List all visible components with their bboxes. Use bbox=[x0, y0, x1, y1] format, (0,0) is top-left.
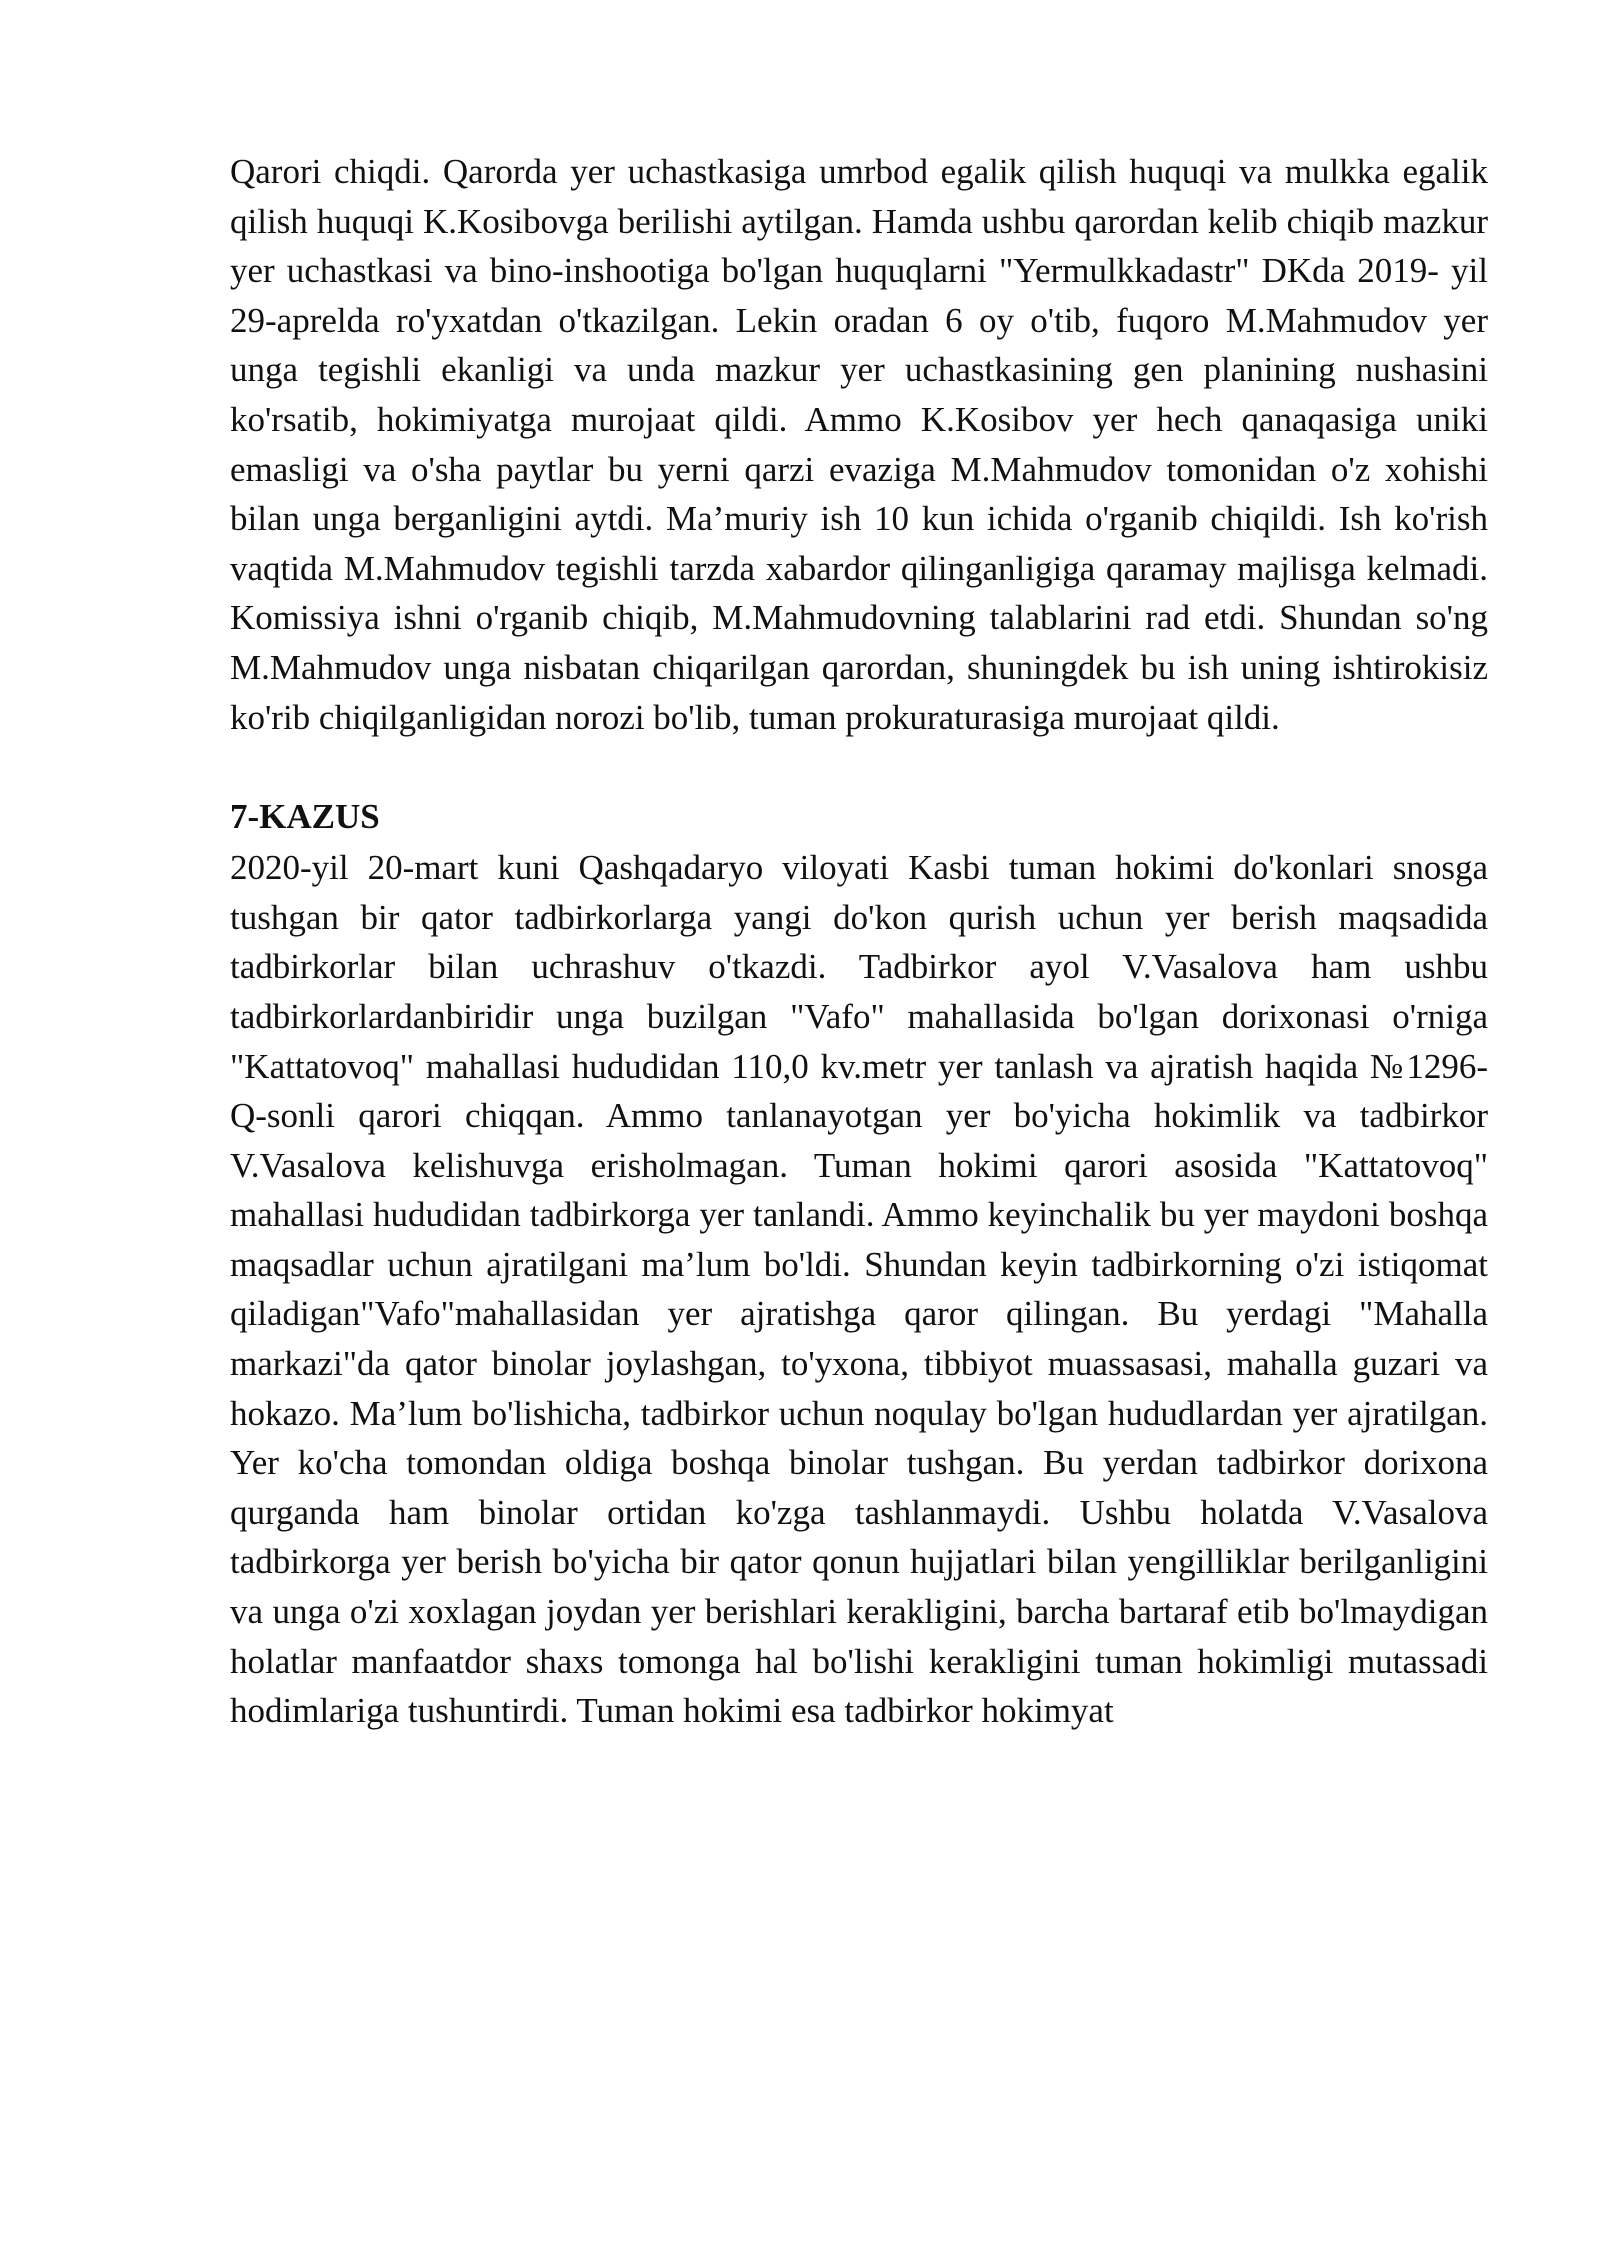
paragraph-spacer bbox=[230, 742, 1488, 791]
body-paragraph: 2020-yil 20-mart kuni Qashqadaryo viloyati Kasbi tuman hokimi do'konlari snosga tushgan bir qator tadbirkorlarga yangi do'kon qurish uchun yer berish maqsadida tadbirkorlar bilan uchrashuv o'tkazdi. Tadbirkor ayol V.Vasalova ham ushbu tadbirkorlardanbiridir unga buzilgan "Vafo" mahallasida bo'lgan dorixonasi o'rniga "Kattatovoq" mahallasi hududidan 110,0 kv.metr yer tanlash va ajratish haqida №1296-Q-sonli qarori chiqqan. Ammo tanlanayotgan yer bo'yicha hokimlik va tadbirkor V.Vasalova kelishuvga erisholmagan. Tuman hokimi qarori asosida "Kattatovoq" mahallasi hududidan tadbirkorga yer tanlandi. Ammo keyinchalik bu yer maydoni boshqa maqsadlar uchun ajratilgani ma’lum bo'ldi. Shundan keyin tadbirkorning o'zi istiqomat qiladigan"Vafo"mahallasidan yer ajratishga qaror qilingan. Bu yerdagi "Mahalla markazi"da qator binolar joylashgan, to'yxona, tibbiyot muassasasi, mahalla guzari va hokazo. Ma’lum bo'lishicha, tadbirkor uchun noqulay bo'lgan hududlardan yer ajratilgan. Yer ko'cha tomondan oldiga boshqa binolar tushgan. Bu yerdan tadbirkor dorixona qurganda ham binolar ortidan ko'zga tashlanmaydi. Ushbu holatda V.Vasalova tadbirkorga yer berish bo'yicha bir qator qonun hujjatlari bilan yengilliklar berilganligini va unga o'zi xoxlagan joydan yer berishlari kerakligini, barcha bartaraf etib bo'lmaydigan holatlar manfaatdor shaxs tomonga hal bo'lishi kerakligini tuman hokimligi mutassadi hodimlariga tushuntirdi. Tuman hokimi esa tadbirkor hokimyat bbox=[230, 848, 1488, 1731]
body-paragraph: Qarori chiqdi. Qarorda yer uchastkasiga umrbod egalik qilish huquqi va mulkka egalik qilish huquqi K.Kosibovga berilishi aytilgan. Hamda ushbu qarordan kelib chiqib mazkur yer uchastkasi va bino-inshootiga bo'lgan huquqlarni "Yermulkkadastr" DKda 2019- yil 29-aprelda ro'yxatdan o'tkazilgan. Lekin oradan 6 oy o'tib, fuqoro M.Mahmudov yer unga tegishli ekanligi va unda mazkur yer uchastkasining gen planining nushasini ko'rsatib, hokimiyatga murojaat qildi. Ammo K.Kosibov yer hech qanaqasiga uniki emasligi va o'sha paytlar bu yerni qarzi evaziga M.Mahmudov tomonidan o'z xohishi bilan unga berganligini aytdi. Ma’muriy ish 10 kun ichida o'rganib chiqildi. Ish ko'rish vaqtida M.Mahmudov tegishli tarzda xabardor qilinganligiga qaramay majlisga kelmadi. Komissiya ishni o'rganib chiqib, M.Mahmudovning talablarini rad etdi. Shundan so'ng M.Mahmudov unga nisbatan chiqarilgan qarordan, shuningdek bu ish uning ishtirokisiz ko'rib chiqilganligidan norozi bo'lib, tuman prokuraturasiga murojaat qildi. bbox=[230, 152, 1488, 737]
document-page bbox=[230, 147, 1488, 1736]
section-heading: 7-KAZUS bbox=[230, 797, 380, 837]
